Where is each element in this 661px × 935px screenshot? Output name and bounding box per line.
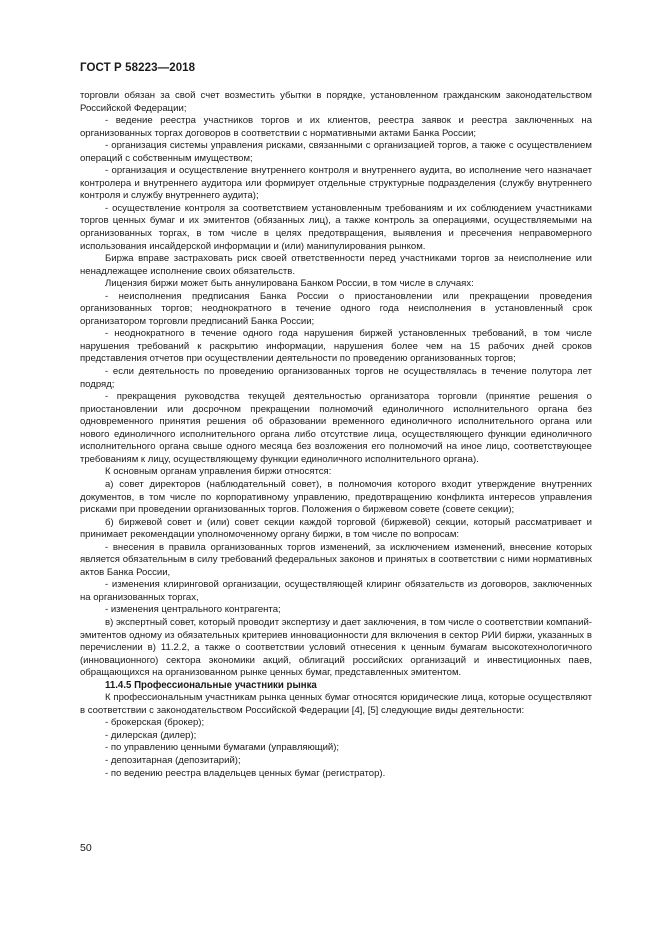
- list-item: - внесения в правила организованных торгов изменений, за исключением изменений, внесение которых является обязательным в силу требований федеральных законов и принятых в соответствии с ними нормативных актов Банка России,: [80, 541, 592, 578]
- list-item: б) биржевой совет и (или) совет секции каждой торговой (биржевой) секции, который рассматривает и принимает рекомендации уполномоченному органу биржи, в том числе по вопросам:: [80, 516, 592, 541]
- document-body: [80, 90, 592, 780]
- list-item: - организация системы управления рисками, связанными с организацией торгов, а также с осуществлением операций с собственным имуществом;: [80, 140, 592, 164]
- document-code-header: ГОСТ Р 58223—2018: [80, 62, 196, 74]
- section-heading: 11.4.5 Профессиональные участники рынка: [105, 679, 317, 691]
- list-item: - по управлению ценными бумагами (управляющий);: [105, 742, 340, 754]
- list-item: в) экспертный совет, который проводит экспертизу и дает заключения, в том числе о соответствии компаний-эмитентов одному из обязательных критериев инновационности для включения в сектор РИИ биржи, указанных в перечислении в) 11.2.2, а также о соответствии условий отнесения к ценным бумагам высокотехнологичного (инновационного) сектора экономики акций, облигаций российских организаций и инвестиционных паев, обращающихся на организованном рынке ценных бумаг, представленных эмитентом.: [80, 616, 592, 679]
- page-number: 50: [80, 842, 92, 854]
- list-item: - осуществление контроля за соответствием установленным требованиям и их соблюдением участниками торгов ценных бумаг и их эмитентов (обязанных лиц), а также контроль за операциями, осуществляемыми на организованных торгах, в том числе в целях предотвращения, выявления и пресечения неправомерного использования инсайдерской информации и (или) манипулирования рынком.: [80, 202, 592, 252]
- list-item: - по ведению реестра владельцев ценных бумаг (регистратор).: [105, 767, 386, 779]
- paragraph: Биржа вправе застраховать риск своей ответственности перед участниками торгов за неисполнение или ненадлежащее исполнение своих обязательств.: [80, 253, 592, 277]
- list-item: - ведение реестра участников торгов и их клиентов, реестра заявок и реестра заключенных на организованных торгах договоров в соответствии с нормативными актами Банка России;: [80, 115, 592, 139]
- list-item: - изменения клиринговой организации, осуществляющей клиринг обязательств из договоров, заключенных на организованных торгах,: [80, 579, 592, 603]
- list-item: - дилерская (дилер);: [105, 729, 197, 741]
- list-item: - неисполнения предписания Банка России о приостановлении или прекращении проведения организованных торгов; неоднократного в течение одного года неисполнения в установленный срок организатором торговли предписаний Банка России;: [80, 290, 592, 327]
- list-item: - если деятельность по проведению организованных торгов не осуществлялась в течение полутора лет подряд;: [80, 366, 592, 390]
- list-item: - брокерская (брокер);: [105, 717, 205, 729]
- list-item: - организация и осуществление внутреннего контроля и внутреннего аудита, во исполнение чего назначает контролера и внутреннего аудитора или формирует отдельные структурные подразделения (службу внутреннего контроля и службу внутреннего аудита);: [80, 165, 592, 202]
- list-item: - неоднократного в течение одного года нарушения биржей установленных требований, в том числе нарушения требований к раскрытию информации, нарушения более чем на 15 рабочих дней сроков представления отчетов при осуществлении деятельности по проведению организованных торгов;: [80, 328, 592, 365]
- list-item: - прекращения руководства текущей деятельностью организатора торговли (принятие решения о приостановлении или досрочном прекращении полномочий единоличного исполнительного органа без одновременного принятия решения об образовании временного единоличного исполнительного органа или нового единоличного исполнительного органа либо отсутствие лица, осуществляющего функции единоличного исполнительного органа свыше одного месяца без возложения его полномочий на иное лицо, соответствующее требованиям к лицу, осуществляющему функции единоличного исполнительного органа).: [80, 391, 592, 465]
- paragraph: торговли обязан за свой счет возместить убытки в порядке, установленном гражданским законодательством Российской Федерации;: [80, 90, 592, 114]
- list-item: а) совет директоров (наблюдательный совет), в полномочия которого входит утверждение внутренних документов, в том числе по корпоративному управлению, предотвращению конфликта интересов управления рисками при проведении организованных торгов. Положения о биржевом совете (совете секции);: [80, 478, 592, 516]
- paragraph: Лицензия биржи может быть аннулирована Банком России, в том числе в случаях:: [105, 278, 474, 290]
- paragraph: К профессиональным участникам рынка ценных бумаг относятся юридические лица, которые осуществляют в соответствии с законодательством Российской Федерации [4], [5] следующие виды деятельности:: [80, 692, 592, 716]
- list-item: - изменения центрального контрагента;: [105, 604, 281, 616]
- paragraph: К основным органам управления биржи относятся:: [105, 466, 332, 478]
- list-item: - депозитарная (депозитарий);: [105, 754, 241, 766]
